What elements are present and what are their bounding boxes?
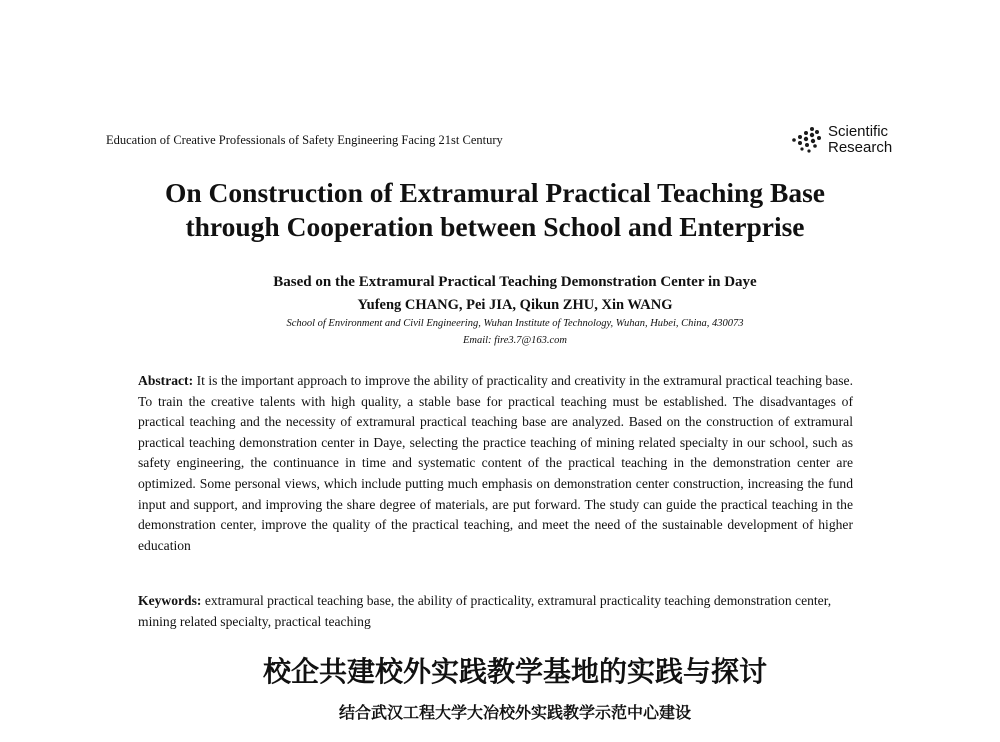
paper-subtitle: Based on the Extramural Practical Teaching Demonstration Center in Daye (273, 274, 757, 290)
affiliation: School of Environment and Civil Engineering, Wuhan Institute of Technology, Wuhan, Hubei, China, 430073 (286, 318, 744, 329)
title-line-1: On Construction of Extramural Practical Teaching Base (165, 177, 825, 208)
logo-line-2: Research (828, 139, 893, 156)
keywords (138, 591, 853, 632)
abstract-text: It is the important approach to improve the ability of practicality and creativity in the extramural practical teaching base. To train the creative talents with high quality, a stable base for practical teaching must be established. The disadvantages of practical teaching and the necessity of extramural practical teaching base are analyzed. Based on the construction of extramural practical teaching demonstration center in Daye, selecting the practice teaching of mining related specialty in our school, such as safety engineering, the continuance in time and systematic content of the practical teaching in the demonstration center are optimized. Some personal views, which include putting much emphasis on demonstration center construction, increasing the fund input and support, and improving the share degree of materials, are put forward. The study can guide the practical teaching in the demonstration center, improve the quality of the practical teaching, and meet the need of the sustainable development of higher education (138, 373, 853, 553)
keywords-label: Keywords: (138, 593, 202, 608)
chinese-title: 校企共建校外实践教学基地的实践与探讨 (262, 655, 767, 688)
contact-email: Email: fire3.7@163.com (462, 335, 568, 346)
abstract (138, 371, 853, 556)
publisher-logo (790, 124, 892, 156)
chinese-subtitle: 结合武汉工程大学大冶校外实践教学示范中心建设 (338, 703, 691, 722)
author-list: Yufeng CHANG, Pei JIA, Qikun ZHU, Xin WANG (357, 297, 673, 313)
series-header: Education of Creative Professionals of Safety Engineering Facing 21st Century (106, 133, 503, 147)
logo-line-1: Scientific (828, 123, 889, 140)
dots-cluster-icon (790, 125, 826, 155)
keywords-text: extramural practical teaching base, the ability of practicality, extramural practicality teaching demonstration center, mining related specialty, practical teaching (138, 593, 832, 629)
title-line-2: through Cooperation between School and Enterprise (185, 211, 805, 242)
paper-title (100, 176, 890, 244)
abstract-label: Abstract: (138, 373, 194, 388)
logo-text (828, 124, 892, 156)
